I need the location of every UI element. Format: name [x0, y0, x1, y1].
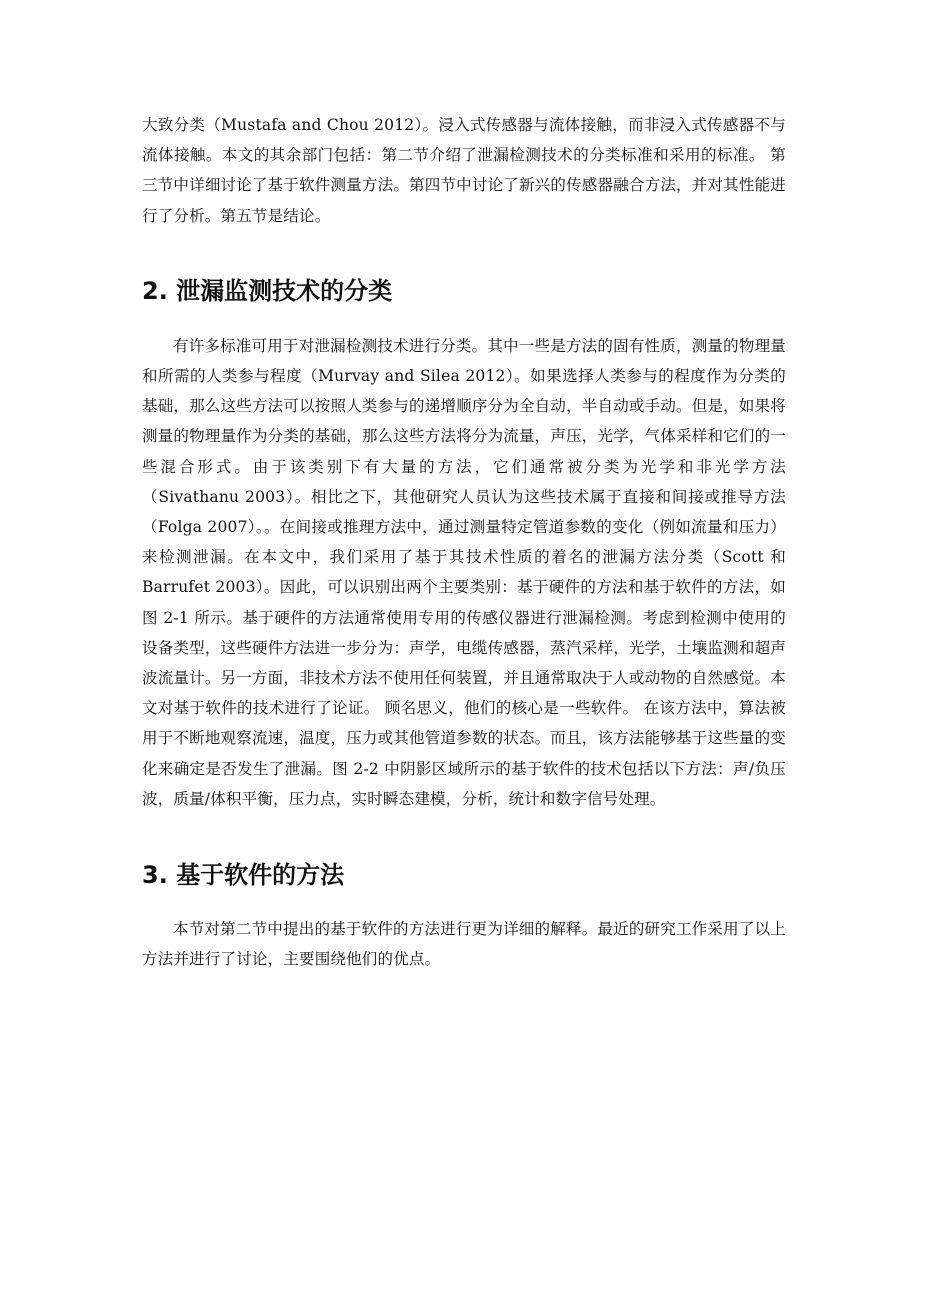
intro-tail-paragraph: 大致分类（Mustafa and Chou 2012）。浸入式传感器与流体接触，而非浸入式传感器不与流体接触。本文的其余部门包括：第二节介绍了泄漏检测技术的分类标准和采用的标准。 第三节中详细讨论了基于软件测量方法。第四节中讨论了新兴的传感器融合方法，并对其性能进行了分析。第五节是结论。: [142, 116, 786, 225]
section-2-heading: 2. 泄漏监测技术的分类: [142, 276, 393, 305]
section-2-paragraph: 有许多标准可用于对泄漏检测技术进行分类。其中一些是方法的固有性质，测量的物理量和所需的人类参与程度（Murvay and Silea 2012）。如果选择人类参与的程度作为分类的基础，那么这些方法可以按照人类参与的递增顺序分为全自动，半自动或手动。但是，如果将测量的物理量作为分类的基础，那么这些方法将分为流量，声压，光学，气体采样和它们的一些混合形式。由于该类别下有大量的方法，它们通常被分类为光学和非光学方法（Sivathanu 2003）。相比之下，其他研究人员认为这些技术属于直接和间接或推导方法（Folga 2007）。。在间接或推理方法中，通过测量特定管道参数的变化（例如流量和压力）来检测泄漏。在本文中，我们采用了基于其技术性质的着名的泄漏方法分类（Scott 和 Barrufet 2003）。因此，可以识别出两个主要类别：基于硬件的方法和基于软件的方法，如图 2-1 所示。基于硬件的方法通常使用专用的传感仪器进行泄漏检测。考虑到检测中使用的设备类型，这些硬件方法进一步分为：声学，电缆传感器，蒸汽采样，光学，土壤监测和超声波流量计。另一方面，非技术方法不使用任何装置，并且通常取决于人或动物的自然感觉。本文对基于软件的技术进行了论证。 顾名思义，他们的核心是一些软件。 在该方法中，算法被用于不断地观察流速，温度，压力或其他管道参数的状态。而且，该方法能够基于这些量的变化来确定是否发生了泄漏。图 2-2 中阴影区域所示的基于软件的技术包括以下方法：声/负压波，质量/体积平衡，压力点，实时瞬态建模，分析，统计和数字信号处理。: [142, 336, 786, 808]
document-page: [142, 110, 786, 974]
section-3-paragraph: 本节对第二节中提出的基于软件的方法进行更为详细的解释。最近的研究工作采用了以上方法并进行了讨论，主要围绕他们的优点。: [142, 920, 786, 969]
section-3-heading: 3. 基于软件的方法: [142, 861, 345, 890]
